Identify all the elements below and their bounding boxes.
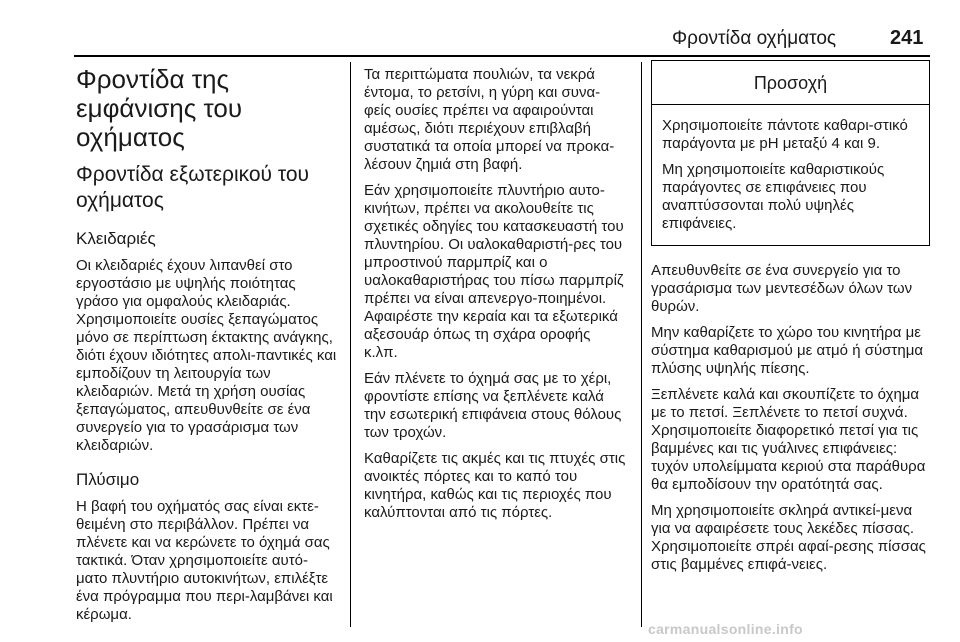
caution-paragraph: Χρησιμοποιείτε πάντοτε καθαρι-στικό παράγοντα με pH μεταξύ 4 και 9.: [662, 117, 908, 152]
caution-title: Προσοχή: [652, 61, 929, 105]
paragraph: Ξεπλένετε καλά και σκουπίζετε το όχημα με το πετσί. Ξεπλένετε το πετσί συχνά. Χρησιμοποιείτε διαφορετικό πετσί για τις βαμμένες και τις γυάλινες επιφάνειες: τυχόν υπολείμματα κεριού στα παράθυρα θα εμποδίσουν την ορατότητά σας.: [651, 386, 926, 493]
paragraph: Μη χρησιμοποιείτε σκληρά αντικεί-μενα για να αφαιρέσετε τους λεκέδες πίσσας. Χρησιμοποιείτε σπρέι αφαί-ρεσης πίσσας στις βαμμένες επιφά-νειες.: [651, 502, 926, 573]
subsection-title: Φροντίδα εξωτερικού του οχήματος: [76, 163, 310, 212]
paragraph: Εάν πλένετε το όχημά σας με το χέρι, φροντίστε επίσης να ξεπλένετε καλά την εσωτερική επιφάνεια στους θόλους των τροχών.: [364, 370, 622, 441]
section-title: Φροντίδα της εμφάνισης του οχήματος: [76, 64, 243, 152]
column-left: [76, 60, 338, 632]
locks-heading: Κλειδαριές: [76, 229, 156, 248]
column-divider-2: [641, 62, 642, 627]
page-header: [0, 0, 960, 58]
paragraph: Καθαρίζετε τις ακμές και τις πτυχές στις ανοικτές πόρτες και το καπό του κινητήρα, καθώς και τις περιοχές που καλύπτονται από τις πόρτες.: [364, 450, 626, 521]
paragraph: Μην καθαρίζετε το χώρο του κινητήρα με σύστημα καθαρισμού με ατμό ή σύστημα πλύσης υψηλής πίεσης.: [651, 324, 924, 377]
paragraph: Εάν χρησιμοποιείτε πλυντήριο αυτο-κινήτων, πρέπει να ακολουθείτε τις σχετικές οδηγίες του κατασκευαστή του πλυντηρίου. Οι υαλοκαθαριστή-ρες του μπροστινού παρμπρίζ και ο υαλοκαθαριστήρας του πίσω παρμπρίζ πρέπει να είναι απενεργο-ποιημένοι. Αφαιρέστε την κεραία και τα εξωτερικά αξεσουάρ όπως τη σχάρα οροφής κ.λπ.: [364, 182, 624, 361]
column-middle: [364, 60, 626, 530]
paragraph: Τα περιττώματα πουλιών, τα νεκρά έντομα, το ρετσίνι, η γύρη και συνα-φείς ουσίες πρέπει να αφαιρούνται αμέσως, διότι περιέχουν επιβλαβή συστατικά τα οποία μπορεί να προκα-λέσουν ζημιά στη βαφή.: [364, 66, 615, 173]
column-right: [651, 60, 930, 582]
caution-box: [651, 60, 930, 246]
caution-body: [652, 105, 929, 245]
watermark: carmanualsonline.info: [648, 621, 803, 637]
header-rule: [74, 55, 930, 57]
running-header-title: Φροντίδα οχήματος: [672, 28, 837, 49]
locks-paragraph: Οι κλειδαριές έχουν λιπανθεί στο εργοστάσιο με υψηλής ποιότητας γράσο για ομφαλούς κλειδαριάς. Χρησιμοποιείτε ουσίες ξεπαγώματος μόνο σε περίπτωση έκτακτης ανάγκης, διότι έχουν ιδιότητες απολι-παντικές και εμποδίζουν τη λειτουργία των κλειδαριών. Μετά τη χρήση ουσίας ξεπαγώματος, απευθυνθείτε σε ένα συνεργείο για το γρασάρισμα των κλειδαριών.: [76, 257, 337, 454]
wash-paragraph: Η βαφή του οχήματός σας είναι εκτε-θειμένη στο περιβάλλον. Πρέπει να πλένετε και να κερώνετε το όχημά σας τακτικά. Όταν χρησιμοποιείτε αυτό-ματο πλυντήριο αυτοκινήτων, επιλέξτε ένα πρόγραμμα που περι-λαμβάνει και κέρωμα.: [76, 498, 333, 623]
column-divider-1: [350, 62, 351, 627]
page-number: 241: [890, 27, 924, 49]
wash-heading: Πλύσιμο: [76, 470, 140, 489]
caution-paragraph: Μη χρησιμοποιείτε καθαριστικούς παράγοντες σε επιφάνειες που αναπτύσσονται πολύ υψηλές επιφάνειες.: [662, 161, 885, 232]
paragraph: Απευθυνθείτε σε ένα συνεργείο για το γρασάρισμα των μεντεσέδων όλων των θυρών.: [651, 262, 913, 315]
